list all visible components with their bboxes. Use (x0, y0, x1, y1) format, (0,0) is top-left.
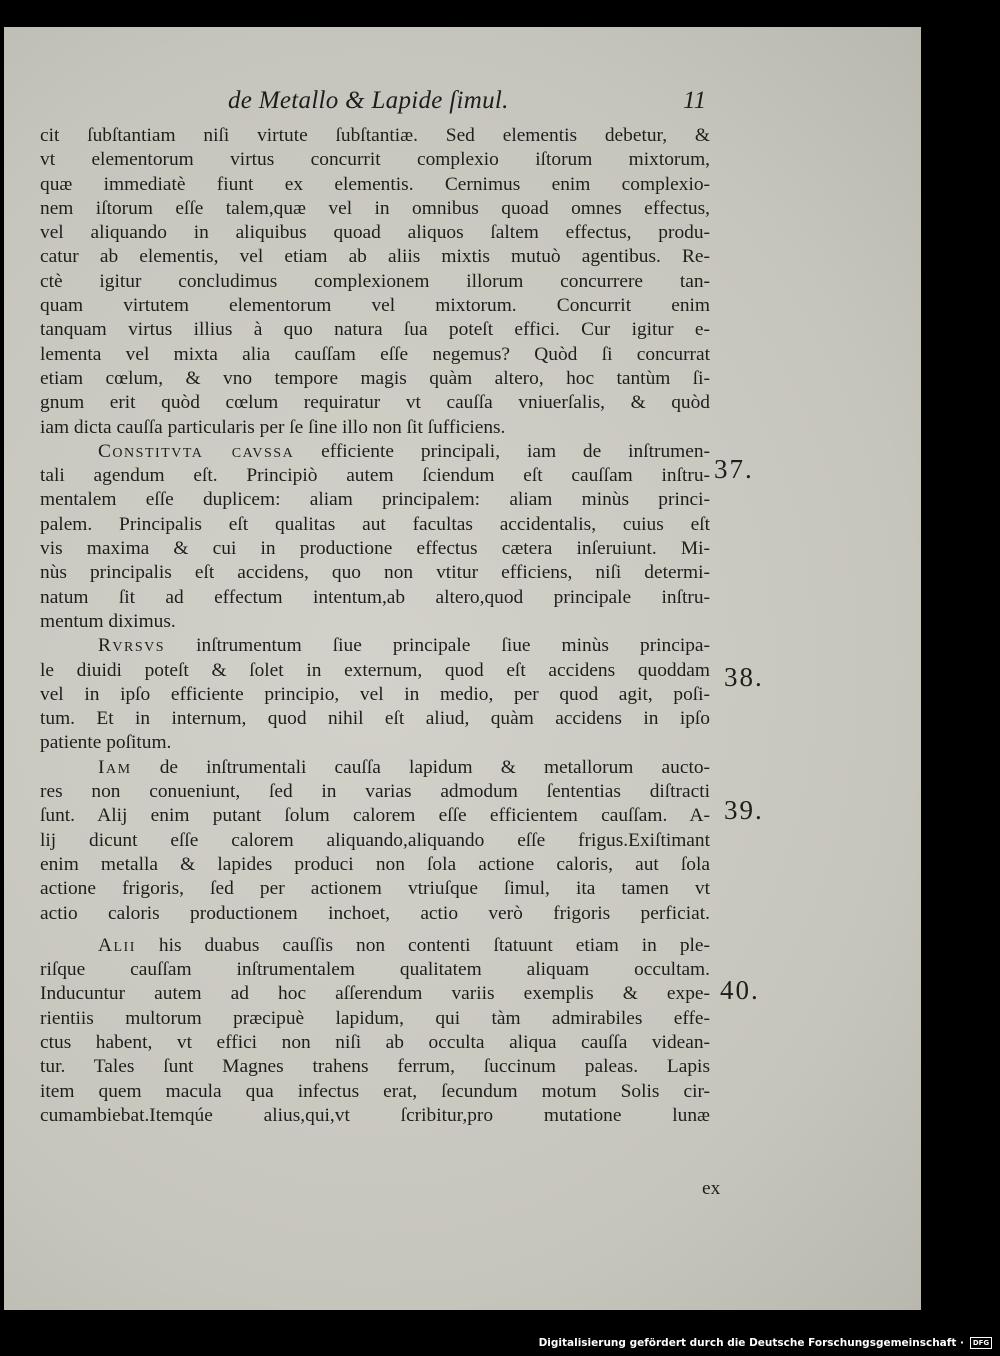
paragraph-lead: Iam (98, 756, 132, 778)
paragraph-39 (40, 756, 710, 926)
text-line: actione frigoris, ſed per actionem vtriuſque ſimul, ita tamen vt (40, 878, 710, 900)
text-line: tur. Tales ſunt Magnes trahens ferrum, ſuccinum paleas. Lapis (40, 1056, 710, 1078)
text-line: ctè igitur concludimus complexionem illorum concurrere tan- (40, 270, 710, 292)
footer-credit (539, 1337, 992, 1349)
text-line: lij dicunt eſſe calorem aliquando,aliquando eſſe frigus.Exiſtimant (40, 829, 710, 851)
paragraph-37 (40, 440, 710, 634)
dfg-logo-icon: DFG (970, 1337, 992, 1349)
paragraph (40, 124, 710, 440)
text-line: cumambiebat.Itemqúe alius,qui,vt ſcribitur,pro mutatione lunæ (40, 1104, 710, 1126)
text-line: ſunt. Alij enim putant ſolum calorem eſſe efficientem cauſſam. A- (40, 805, 710, 827)
body-text (40, 124, 710, 1128)
paragraph-38 (40, 634, 710, 755)
text-line: iam dicta cauſſa particularis per ſe ſine illo non ſit ſufficiens. (40, 416, 506, 438)
catchword: ex (702, 1178, 721, 1199)
text-line: cit ſubſtantiam niſi virtute ſubſtantiæ. Sed elementis debetur, & (40, 125, 710, 146)
text-line: Constitvta cavssa efficiente principali, iam de inſtrumen- (98, 440, 710, 462)
footer-text: Digitalisierung gefördert durch die Deutsche Forschungsgemeinschaft · (538, 1337, 964, 1349)
text-line: tum. Et in internum, quod nihil eſt aliud, quàm accidens in ipſo (40, 708, 710, 730)
text-line: vel in ipſo efficiente principio, vel in medio, per quod agit, poſi- (40, 683, 710, 705)
text-line: le diuidi poteſt & ſolet in externum, quod eſt accidens quoddam (40, 659, 710, 681)
text-line: etiam cœlum, & vno tempore magis quàm altero, hoc tantùm ſi- (40, 367, 710, 389)
text-line: Alii his duabus cauſſis non contenti ſtatuunt etiam in ple- (98, 934, 710, 956)
paragraph-40 (40, 934, 710, 1128)
text-line: vis maxima & cui in productione effectus cætera inſeruiunt. Mi- (40, 538, 710, 560)
paragraph-lead: Rvrsvs (98, 635, 166, 657)
text-line: item quem macula qua infectus erat, ſecundum motum Solis cir- (40, 1080, 710, 1102)
paragraph-lead: Constitvta cavssa (98, 440, 295, 462)
paragraph-lead: Alii (98, 934, 136, 956)
text-line: mentalem eſſe duplicem: aliam principalem: aliam minùs princi- (40, 489, 710, 511)
text-line: riſque cauſſam inſtrumentalem qualitatem aliquam occultam. (40, 959, 710, 981)
marginal-number-40: 40. (720, 975, 760, 1005)
text-line: rientiis multorum præcipuè lapidum, qui tàm admirabiles effe- (40, 1007, 710, 1029)
text-line: Inducuntur autem ad hoc aſſerendum variis exemplis & expe- (40, 983, 710, 1005)
marginal-number-39: 39. (724, 795, 764, 825)
text-line: quam virtutem elementorum vel mixtorum. Concurrit enim (40, 295, 710, 317)
text-line: tanquam virtus illius à quo natura ſua poteſt effici. Cur igitur e- (40, 319, 710, 341)
text-line: Iam de inſtrumentali cauſſa lapidum & metallorum aucto- (98, 756, 710, 778)
text-line: nem iſtorum eſſe talem,quæ vel in omnibus quoad omnes effectus, (40, 197, 710, 219)
text-line: natum ſit ad effectum intentum,ab altero,quod principale inſtru- (40, 586, 710, 608)
text-line: lementa vel mixta alia cauſſam eſſe negemus? Quòd ſi concurrat (40, 343, 710, 365)
text-line: catur ab elementis, vel etiam ab aliis mixtis mutuò agentibus. Re- (40, 246, 710, 268)
text-line: mentum diximus. (40, 610, 176, 632)
page-number: 11 (683, 87, 707, 114)
text-line: res non conueniunt, ſed in varias admodum ſententias diſtracti (40, 781, 710, 803)
marginal-number-38: 38. (724, 662, 764, 692)
text-line: gnum erit quòd cœlum requiratur vt cauſſa vniuerſalis, & quòd (40, 392, 710, 414)
text-line: ctus habent, vt effici non niſi ab occulta aliqua cauſſa videan- (40, 1031, 710, 1053)
text-line: actio caloris productionem inchoet, actio verò frigoris perficiat. (40, 902, 710, 924)
text-line: nùs principalis eſt accidens, quo non vtitur efficiens, niſi determi- (40, 562, 710, 584)
text-line: patiente poſitum. (40, 732, 172, 754)
running-title: de Metallo & Lapide ſimul. (228, 87, 509, 114)
text-line: vt elementorum virtus concurrit complexio iſtorum mixtorum, (40, 149, 710, 171)
text-line: enim metalla & lapides produci non ſola actione caloris, aut ſola (40, 853, 710, 875)
text-line: tali agendum eſt. Principiò autem ſciendum eſt cauſſam inſtru- (40, 465, 710, 487)
text-line: palem. Principalis eſt qualitas aut facultas accidentalis, cuius eſt (40, 513, 710, 535)
text-line: vel aliquando in aliquibus quoad aliquos ſaltem effectus, produ- (40, 222, 710, 244)
text-line: Rvrsvs inſtrumentum ſiue principale ſiue minùs principa- (98, 635, 710, 657)
text-line: quæ immediatè fiunt ex elementis. Cernimus enim complexio- (40, 173, 710, 195)
marginal-number-37: 37. (714, 454, 754, 484)
